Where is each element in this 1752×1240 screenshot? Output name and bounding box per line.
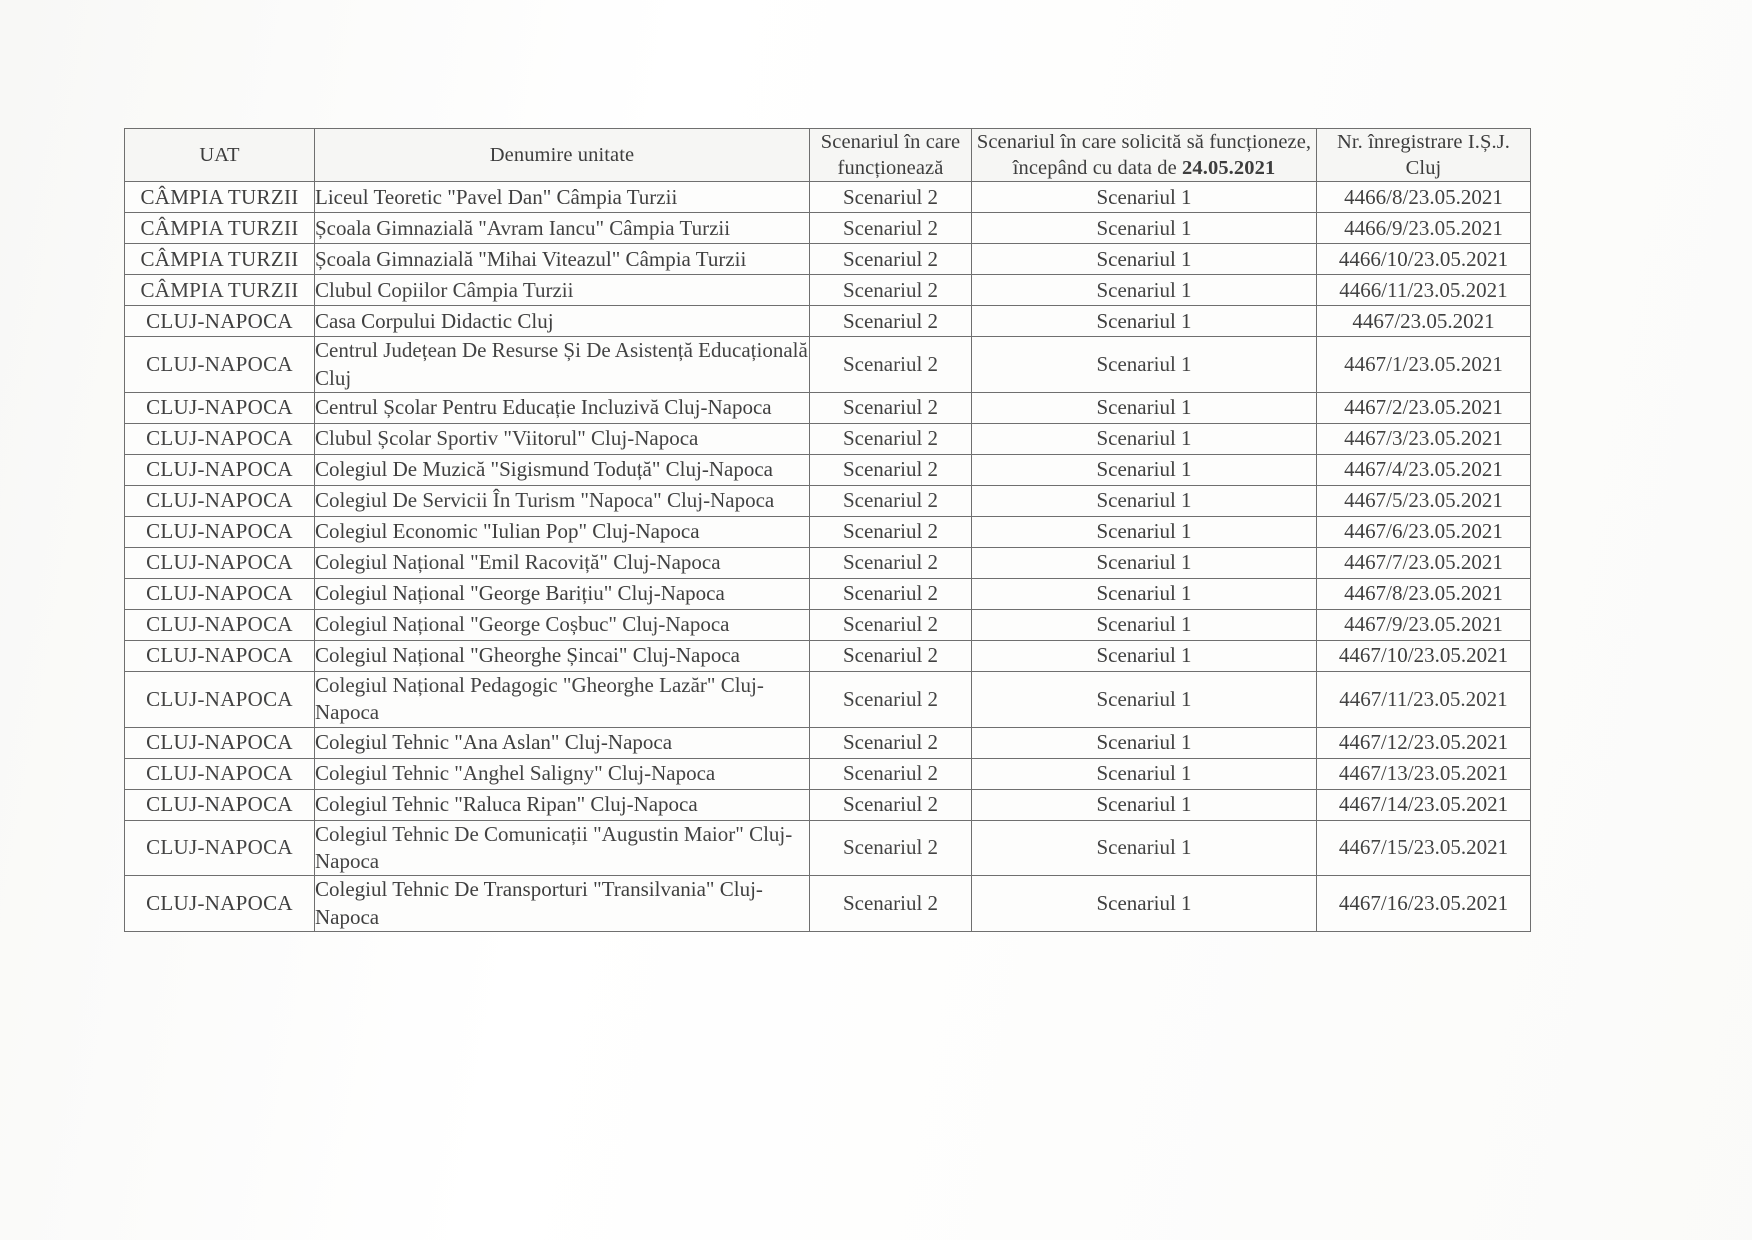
cell-unit-name: Clubul Copiilor Câmpia Turzii [315, 275, 810, 306]
column-header-uat [125, 129, 315, 182]
table-row [125, 672, 1531, 728]
cell-uat: CLUJ-NAPOCA [125, 641, 315, 672]
cell-registration-number: 4467/6/23.05.2021 [1317, 517, 1531, 548]
cell-current-scenario: Scenariul 2 [810, 672, 972, 728]
cell-current-scenario: Scenariul 2 [810, 275, 972, 306]
cell-unit-name: Casa Corpului Didactic Cluj [315, 306, 810, 337]
cell-unit-name: Școala Gimnazială "Mihai Viteazul" Câmpia Turzii [315, 244, 810, 275]
column-header-requested-scenario [972, 129, 1317, 182]
column-header-registration-number-line2: Cluj [1405, 157, 1442, 180]
cell-registration-number: 4466/11/23.05.2021 [1317, 275, 1531, 306]
cell-current-scenario: Scenariul 2 [810, 610, 972, 641]
column-header-unit-name-label: Denumire unitate [489, 144, 635, 167]
table-row [125, 306, 1531, 337]
table-row [125, 789, 1531, 820]
cell-uat: CLUJ-NAPOCA [125, 424, 315, 455]
column-header-registration-number [1317, 129, 1531, 182]
cell-unit-name: Colegiul De Muzică "Sigismund Toduță" Cluj-Napoca [315, 455, 810, 486]
cell-unit-name: Colegiul Național "Emil Racoviță" Cluj-Napoca [315, 548, 810, 579]
cell-uat: CÂMPIA TURZII [125, 213, 315, 244]
cell-registration-number: 4467/13/23.05.2021 [1317, 758, 1531, 789]
cell-current-scenario: Scenariul 2 [810, 876, 972, 932]
cell-registration-number: 4466/9/23.05.2021 [1317, 213, 1531, 244]
cell-unit-name: Centrul Județean De Resurse Și De Asistență Educațională Cluj [315, 337, 810, 393]
table-row [125, 213, 1531, 244]
cell-registration-number: 4467/23.05.2021 [1317, 306, 1531, 337]
table-row [125, 610, 1531, 641]
cell-uat: CÂMPIA TURZII [125, 275, 315, 306]
cell-current-scenario: Scenariul 2 [810, 337, 972, 393]
table-row [125, 486, 1531, 517]
cell-unit-name: Colegiul Tehnic De Comunicații "Augustin Maior" Cluj-Napoca [315, 820, 810, 876]
cell-requested-scenario: Scenariul 1 [972, 517, 1317, 548]
cell-unit-name: Colegiul Național Pedagogic "Gheorghe Lazăr" Cluj-Napoca [315, 672, 810, 728]
cell-uat: CLUJ-NAPOCA [125, 517, 315, 548]
cell-unit-name: Colegiul Tehnic "Raluca Ripan" Cluj-Napoca [315, 789, 810, 820]
column-header-registration-number-line1: Nr. înregistrare I.Ș.J. [1336, 131, 1511, 153]
column-header-current-scenario-line2: funcționează [837, 157, 944, 180]
cell-registration-number: 4467/16/23.05.2021 [1317, 876, 1531, 932]
cell-registration-number: 4467/1/23.05.2021 [1317, 337, 1531, 393]
table-row [125, 820, 1531, 876]
column-header-current-scenario [810, 129, 972, 182]
cell-registration-number: 4467/4/23.05.2021 [1317, 455, 1531, 486]
table-row [125, 182, 1531, 213]
cell-uat: CLUJ-NAPOCA [125, 548, 315, 579]
cell-current-scenario: Scenariul 2 [810, 393, 972, 424]
cell-current-scenario: Scenariul 2 [810, 244, 972, 275]
cell-uat: CLUJ-NAPOCA [125, 455, 315, 486]
cell-requested-scenario: Scenariul 1 [972, 641, 1317, 672]
cell-unit-name: Colegiul Tehnic De Transporturi "Transilvania" Cluj-Napoca [315, 876, 810, 932]
table-row [125, 393, 1531, 424]
cell-unit-name: Colegiul Tehnic "Ana Aslan" Cluj-Napoca [315, 727, 810, 758]
column-header-uat-label: UAT [199, 144, 240, 167]
cell-uat: CLUJ-NAPOCA [125, 306, 315, 337]
table-row [125, 517, 1531, 548]
cell-current-scenario: Scenariul 2 [810, 455, 972, 486]
cell-requested-scenario: Scenariul 1 [972, 876, 1317, 932]
cell-registration-number: 4467/7/23.05.2021 [1317, 548, 1531, 579]
cell-uat: CLUJ-NAPOCA [125, 393, 315, 424]
cell-uat: CLUJ-NAPOCA [125, 820, 315, 876]
cell-requested-scenario: Scenariul 1 [972, 455, 1317, 486]
table-row [125, 876, 1531, 932]
table-row [125, 758, 1531, 789]
table-header-row [125, 129, 1531, 182]
table-row [125, 455, 1531, 486]
cell-current-scenario: Scenariul 2 [810, 758, 972, 789]
cell-requested-scenario: Scenariul 1 [972, 672, 1317, 728]
cell-current-scenario: Scenariul 2 [810, 424, 972, 455]
cell-unit-name: Colegiul Național "Gheorghe Șincai" Cluj-Napoca [315, 641, 810, 672]
cell-unit-name: Colegiul De Servicii În Turism "Napoca" Cluj-Napoca [315, 486, 810, 517]
cell-requested-scenario: Scenariul 1 [972, 275, 1317, 306]
cell-current-scenario: Scenariul 2 [810, 727, 972, 758]
schools-scenarios-table [124, 128, 1531, 932]
table-body [125, 182, 1531, 931]
cell-unit-name: Colegiul Național "George Barițiu" Cluj-Napoca [315, 579, 810, 610]
column-header-current-scenario-line1: Scenariul în care [820, 131, 961, 153]
cell-current-scenario: Scenariul 2 [810, 182, 972, 213]
table-row [125, 244, 1531, 275]
cell-registration-number: 4467/12/23.05.2021 [1317, 727, 1531, 758]
cell-requested-scenario: Scenariul 1 [972, 424, 1317, 455]
cell-unit-name: Colegiul Național "George Coșbuc" Cluj-Napoca [315, 610, 810, 641]
cell-uat: CÂMPIA TURZII [125, 182, 315, 213]
cell-registration-number: 4467/14/23.05.2021 [1317, 789, 1531, 820]
cell-uat: CLUJ-NAPOCA [125, 579, 315, 610]
cell-requested-scenario: Scenariul 1 [972, 306, 1317, 337]
cell-registration-number: 4466/8/23.05.2021 [1317, 182, 1531, 213]
table-row [125, 579, 1531, 610]
cell-registration-number: 4467/3/23.05.2021 [1317, 424, 1531, 455]
cell-registration-number: 4467/15/23.05.2021 [1317, 820, 1531, 876]
table-header [125, 129, 1531, 182]
cell-current-scenario: Scenariul 2 [810, 517, 972, 548]
cell-unit-name: Clubul Școlar Sportiv "Viitorul" Cluj-Napoca [315, 424, 810, 455]
cell-uat: CLUJ-NAPOCA [125, 727, 315, 758]
column-header-requested-scenario-line2: începând cu data de [1012, 157, 1183, 180]
cell-requested-scenario: Scenariul 1 [972, 758, 1317, 789]
cell-uat: CLUJ-NAPOCA [125, 337, 315, 393]
cell-uat: CLUJ-NAPOCA [125, 758, 315, 789]
cell-requested-scenario: Scenariul 1 [972, 337, 1317, 393]
cell-current-scenario: Scenariul 2 [810, 486, 972, 517]
cell-uat: CLUJ-NAPOCA [125, 610, 315, 641]
cell-current-scenario: Scenariul 2 [810, 579, 972, 610]
cell-uat: CLUJ-NAPOCA [125, 876, 315, 932]
table-row [125, 337, 1531, 393]
cell-unit-name: Școala Gimnazială "Avram Iancu" Câmpia Turzii [315, 213, 810, 244]
cell-requested-scenario: Scenariul 1 [972, 393, 1317, 424]
cell-current-scenario: Scenariul 2 [810, 820, 972, 876]
column-header-unit-name [315, 129, 810, 182]
cell-requested-scenario: Scenariul 1 [972, 820, 1317, 876]
cell-current-scenario: Scenariul 2 [810, 213, 972, 244]
cell-unit-name: Colegiul Economic "Iulian Pop" Cluj-Napoca [315, 517, 810, 548]
table-row [125, 424, 1531, 455]
cell-requested-scenario: Scenariul 1 [972, 486, 1317, 517]
cell-current-scenario: Scenariul 2 [810, 548, 972, 579]
table-row [125, 641, 1531, 672]
cell-requested-scenario: Scenariul 1 [972, 548, 1317, 579]
cell-requested-scenario: Scenariul 1 [972, 579, 1317, 610]
cell-uat: CLUJ-NAPOCA [125, 789, 315, 820]
cell-current-scenario: Scenariul 2 [810, 306, 972, 337]
cell-registration-number: 4467/2/23.05.2021 [1317, 393, 1531, 424]
cell-requested-scenario: Scenariul 1 [972, 213, 1317, 244]
cell-unit-name: Colegiul Tehnic "Anghel Saligny" Cluj-Napoca [315, 758, 810, 789]
cell-registration-number: 4467/10/23.05.2021 [1317, 641, 1531, 672]
column-header-requested-scenario-line1: Scenariul în care solicită să funcționeze, [976, 131, 1312, 153]
cell-registration-number: 4467/8/23.05.2021 [1317, 579, 1531, 610]
cell-registration-number: 4466/10/23.05.2021 [1317, 244, 1531, 275]
cell-requested-scenario: Scenariul 1 [972, 727, 1317, 758]
cell-unit-name: Liceul Teoretic "Pavel Dan" Câmpia Turzii [315, 182, 810, 213]
cell-uat: CÂMPIA TURZII [125, 244, 315, 275]
cell-current-scenario: Scenariul 2 [810, 641, 972, 672]
cell-uat: CLUJ-NAPOCA [125, 486, 315, 517]
cell-requested-scenario: Scenariul 1 [972, 610, 1317, 641]
table-row [125, 548, 1531, 579]
cell-uat: CLUJ-NAPOCA [125, 672, 315, 728]
cell-current-scenario: Scenariul 2 [810, 789, 972, 820]
cell-requested-scenario: Scenariul 1 [972, 182, 1317, 213]
column-header-effective-date: 24.05.2021 [1182, 157, 1276, 180]
cell-requested-scenario: Scenariul 1 [972, 244, 1317, 275]
cell-requested-scenario: Scenariul 1 [972, 789, 1317, 820]
schools-scenarios-table-container [124, 128, 1530, 932]
cell-registration-number: 4467/5/23.05.2021 [1317, 486, 1531, 517]
cell-registration-number: 4467/11/23.05.2021 [1317, 672, 1531, 728]
cell-unit-name: Centrul Școlar Pentru Educație Incluzivă Cluj-Napoca [315, 393, 810, 424]
table-row [125, 275, 1531, 306]
table-row [125, 727, 1531, 758]
cell-registration-number: 4467/9/23.05.2021 [1317, 610, 1531, 641]
